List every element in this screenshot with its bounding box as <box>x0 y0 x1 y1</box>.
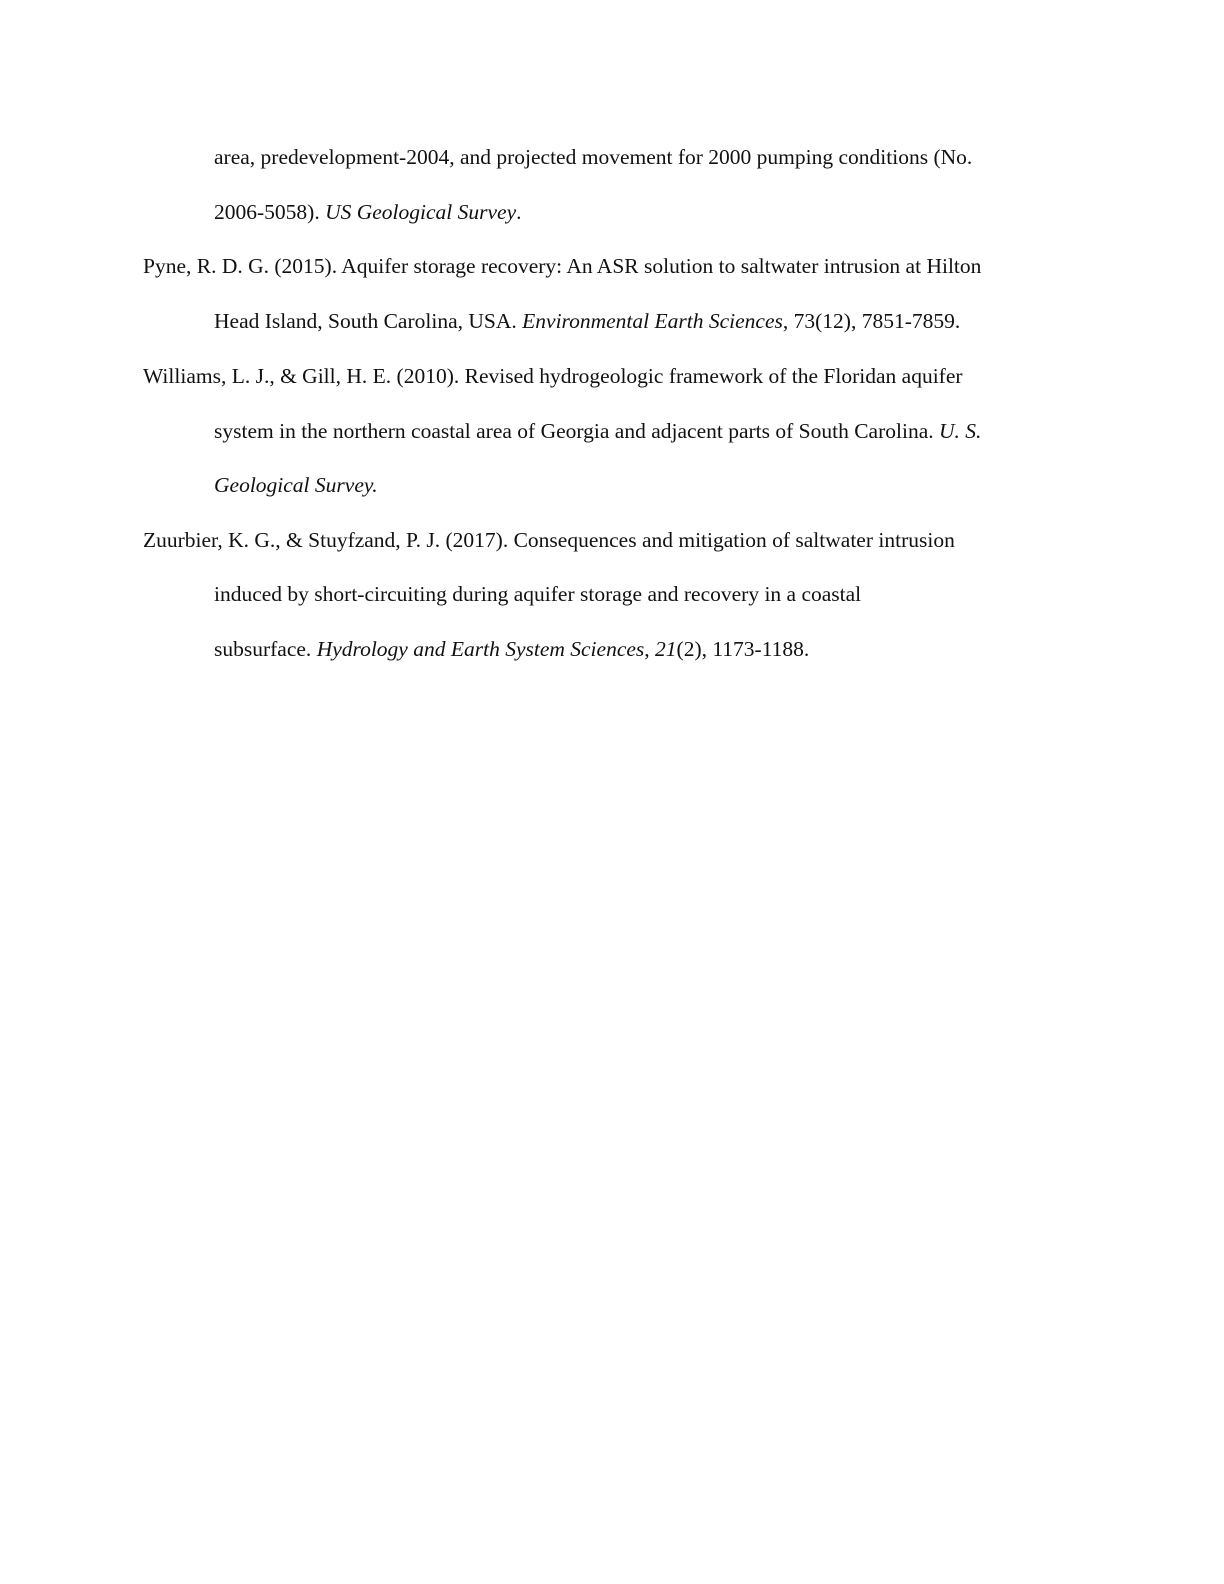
reference-line: system in the northern coastal area of Georgia and adjacent parts of South Carolina. U. S. <box>214 419 982 443</box>
reference-line: Zuurbier, K. G., & Stuyfzand, P. J. (2017). Consequences and mitigation of saltwater intrusion <box>143 528 955 552</box>
reference-line: 2006-5058). US Geological Survey. <box>214 200 522 224</box>
reference-line <box>214 471 378 499</box>
reference-line: induced by short-circuiting during aquifer storage and recovery in a coastal <box>214 582 862 606</box>
reference-line: Williams, L. J., & Gill, H. E. (2010). Revised hydrogeologic framework of the Floridan aquifer <box>143 364 963 388</box>
reference-line: Head Island, South Carolina, USA. Environmental Earth Sciences, 73(12), 7851-7859. <box>214 309 961 333</box>
journal-title: Hydrology and Earth System Sciences <box>316 637 645 661</box>
volume-number: 21 <box>655 637 677 661</box>
reference-line: subsurface. Hydrology and Earth System Sciences, 21(2), 1173-1188. <box>214 637 810 661</box>
source-title: U. S. <box>939 419 982 443</box>
reference-line: area, predevelopment-2004, and projected movement for 2000 pumping conditions (No. <box>214 145 973 169</box>
journal-title: Environmental Earth Sciences <box>522 309 783 333</box>
reference-line: Pyne, R. D. G. (2015). Aquifer storage recovery: An ASR solution to saltwater intrusion at Hilton <box>143 254 982 278</box>
source-title: Geological Survey. <box>214 473 378 497</box>
source-title: US Geological Survey <box>325 200 517 224</box>
